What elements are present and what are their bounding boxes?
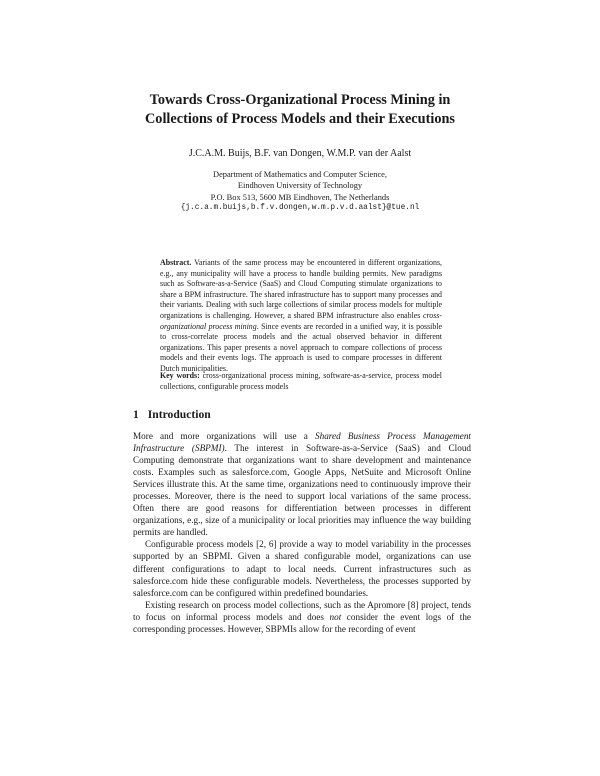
paragraph-1 — [133, 430, 471, 538]
paragraph-1-part-2: . The interest in Software-as-a-Service (SaaS) and Cloud Computing demonstrate that organizations want to share development and maintenance costs. Examples such as salesforce.com, Google Apps, NetSuite and Microsoft Online Services illustrate this. At the same time, organizations need to continuously improve their processes. Moreover, there is the need to support local variations of the same process. Often there are good reasons for differentiation between processes in different organizations, e.g., size of a municipality or local priorities may influence the way building permits are handled. — [133, 443, 472, 538]
title-line-2: Collections of Process Models and their Executions — [144, 110, 455, 127]
title-line-1: Towards Cross-Organizational Process Mining in — [149, 92, 451, 108]
paragraph-3-part-2: consider the event logs of the corresponding processes. However, SBPMIs allow for the recording of event — [133, 611, 472, 634]
paragraph-3-part-1: Existing research on process model collections, such as the Apromore [8] project, tends to focus on informal process models and does — [133, 599, 471, 622]
affiliation-address: P.O. Box 513, 5600 MB Eindhoven, The Netherlands — [210, 192, 390, 202]
section-heading-introduction — [133, 408, 473, 422]
affiliation-department: Department of Mathematics and Computer Science, — [213, 170, 387, 179]
introduction-body — [133, 430, 471, 635]
paragraph-3 — [133, 599, 471, 635]
paper-title — [0, 91, 600, 128]
abstract-emphasis: cross-organizational process mining — [160, 310, 442, 331]
affiliation-block — [0, 169, 600, 214]
section-title: Introduction — [147, 408, 211, 421]
keywords-label: Key words: — [160, 371, 200, 380]
keywords — [160, 371, 442, 392]
abstract — [160, 258, 442, 375]
paragraph-1-part-1: More and more organizations will use a — [133, 431, 315, 441]
abstract-text-part-2: . Since events are recorded in a unified way, it is possible to cross-correlate process models and the actual observed behavior in different organizations. This paper presents a novel approach to compare collections of process models and their events logs. The approach is used to compare processes in different Dutch municipalities. — [160, 321, 443, 373]
abstract-text-part-1: Variants of the same process may be encountered in different organizations, e.g., any municipality will have a process to handle building permits. New paradigms such as Software-as-a-Service (SaaS) and Cloud Computing stimulate organizations to share a BPM infrastructure. The shared infrastructure has to support many processes and their variants. Dealing with such large collections of similar process models for multiple organizations is challenging. However, a shared BPM infrastructure also enables — [160, 258, 442, 320]
affiliation-university: Eindhoven University of Technology — [237, 181, 363, 191]
author-emails: {j.c.a.m.buijs,b.f.v.dongen,w.m.p.v.d.aalst}@tue.nl — [180, 203, 420, 212]
section-number: 1 — [133, 408, 139, 421]
author-list: J.C.A.M. Buijs, B.F. van Dongen, W.M.P. van der Aalst — [188, 148, 412, 159]
abstract-label: Abstract. — [160, 258, 192, 267]
paragraph-2: Configurable process models [2, 6] provide a way to model variability in the processes supported by an SBPMI. Given a shared configurable model, organizations can use different configurations to adapt to local needs. Current infrastructures such as salesforce.com hide these configurable models. Nevertheless, the processes supported by salesforce.com can be configured within predefined boundaries. — [133, 539, 471, 598]
paragraph-1-emphasis: Shared Business Process Management Infrastructure (SBPMI) — [133, 431, 471, 454]
keywords-text: cross-organizational process mining, software-as-a-service, process model collections, configurable process models — [160, 371, 442, 391]
paragraph-3-emphasis: not — [329, 611, 342, 622]
